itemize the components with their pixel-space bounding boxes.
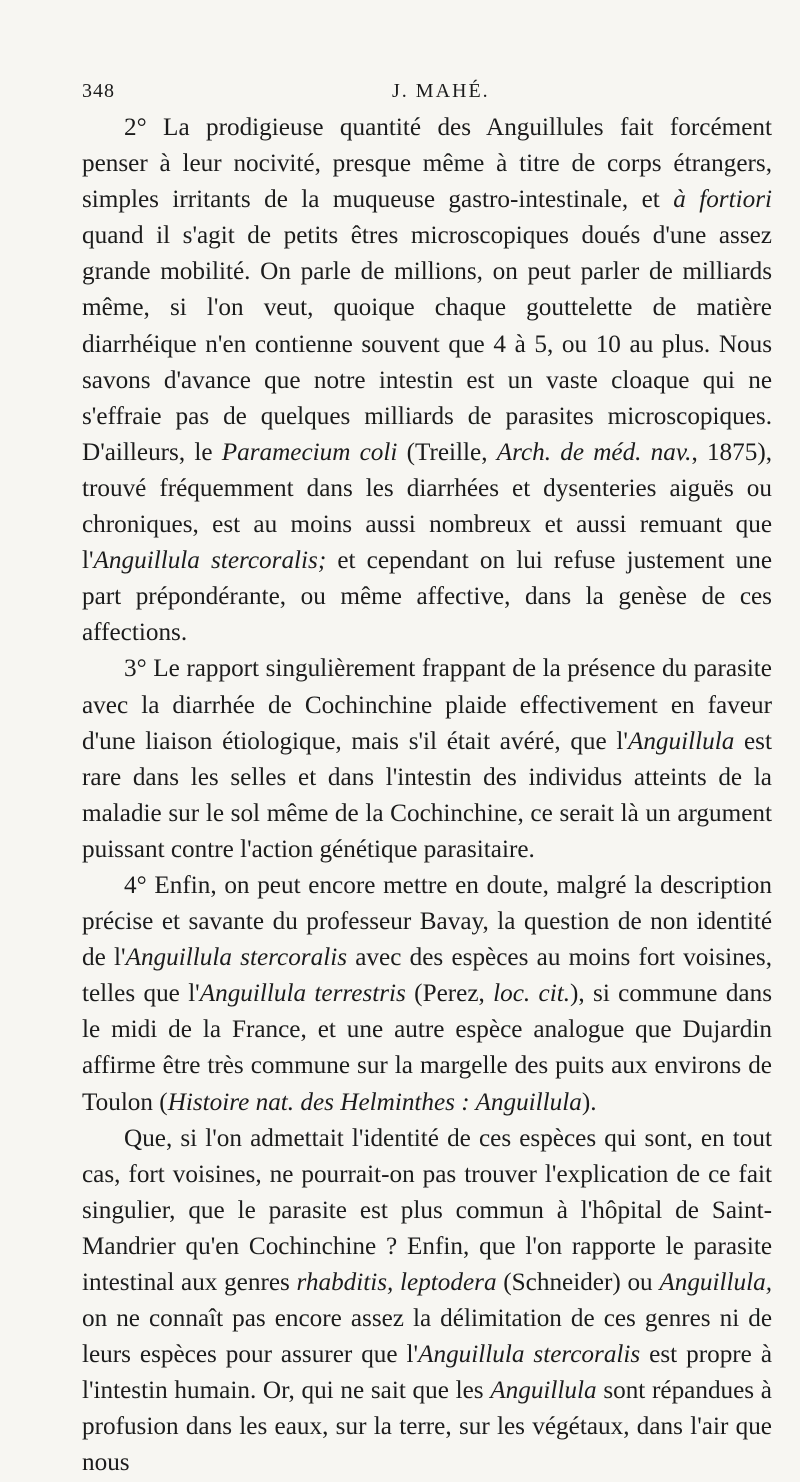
text-run: est rare dans les selles et dans l'intestin des individus atteints de la maladie sur le sol même de la Cochinchine, ce serait là un argument puissant contre l'action génétique parasitaire.	[82, 727, 772, 863]
text-run: on ne connaît pas encore assez la délimitation de ces genres ni de leurs espèces pour assurer que l'	[82, 1305, 772, 1369]
running-head: J. MAHÉ.	[392, 80, 490, 102]
text-run: Que, si l'on admettait l'identité de ces espèces qui sont, en tout cas, fort voisines, ne pourrait-on pas trouver l'explication de ce fait singulier, que le parasite est plus commun à l'hôpital de Saint-Mandrier qu'en Cochinchine ? Enfin, que l'on rapporte le parasite intestinal aux genres	[82, 1124, 772, 1296]
italic-run: loc. cit.	[493, 980, 571, 1008]
italic-run: Anguillula terrestris	[199, 980, 406, 1008]
text-run: quand il s'agit de petits êtres microscopiques doués d'une assez grande mobilité. On parle de millions, on peut parler de milliards même, si l'on veut, quoique chaque gouttelette de matière diarrhéique n'en contienne souvent que 4 à 5, ou 10 au plus. Nous savons d'avance que notre intestin est un vaste cloaque qui ne s'effraie pas de quelques milliards de parasites microscopiques. D'ailleurs, le	[82, 222, 772, 466]
italic-run: Anguillula	[490, 1377, 597, 1405]
text-run: (Schneider) ou	[496, 1269, 660, 1296]
italic-run: Histoire nat. des Helminthes : Anguillula	[167, 1088, 582, 1116]
italic-run: Anguillula stercoralis;	[93, 547, 327, 575]
paragraph-4-identity	[82, 868, 772, 1121]
italic-run: Anguillula	[627, 727, 735, 755]
text-run: , 1875), trouvé fréquemment dans les diarrhées et dysenteries aiguës ou chroniques, est au moins aussi nombreux et aussi remuant que l'	[82, 438, 773, 575]
text-run: 4° Enfin, on peut encore mettre en doute, malgré la description précise et savante du professeur Bavay, la question de non identité de l'	[82, 871, 772, 972]
italic-run: Paramecium coli	[221, 438, 398, 466]
text-run: 3° Le rapport singulièrement frappant de la présence du parasite avec la diarrhée de Cochinchine plaide effectivement en faveur d'une liaison étiologique, mais s'il était avéré, que l'	[82, 655, 772, 755]
paragraph-3-cochinchine	[82, 651, 772, 868]
italic-run: Anguillula,	[659, 1269, 772, 1296]
page-number: 348	[82, 80, 115, 102]
text-run: (Perez,	[405, 980, 494, 1008]
italic-run: Anguillula stercoralis	[125, 944, 347, 972]
page-header	[82, 70, 772, 104]
paragraph-2-nocivity	[82, 110, 772, 651]
italic-run: à fortiori	[673, 186, 772, 214]
text-run: et cependant on lui refuse justement une part prépondérante, ou même affective, dans la genèse de ces affections.	[82, 547, 772, 647]
italic-run: Anguillula stercoralis	[418, 1341, 641, 1369]
body-text	[82, 110, 772, 1482]
italic-run: Arch. de méd. nav.	[496, 438, 692, 466]
text-run: (Treille,	[397, 438, 497, 466]
text-run: avec des espèces au moins fort voisines, telles que l'	[82, 944, 772, 1008]
text-run: ), si commune dans le midi de la France, et une autre espèce analogue que Dujardin affirme être très commune sur la margelle des puits aux environs de Toulon (	[82, 980, 772, 1116]
text-run: ).	[581, 1088, 597, 1116]
text-run: 2° La prodigieuse quantité des Anguillules fait forcément penser à leur nocivité, presque même à titre de corps étrangers, simples irritants de la muqueuse gastro-intestinale, et	[82, 114, 772, 214]
paragraph-que-si	[82, 1121, 772, 1482]
text-run: est propre à l'intestin humain. Or, qui ne sait que les	[82, 1341, 772, 1405]
text-run: sont répandues à profusion dans les eaux, sur la terre, sur les végétaux, dans l'air que nous	[82, 1377, 772, 1477]
italic-run: rhabditis, leptodera	[296, 1269, 497, 1296]
